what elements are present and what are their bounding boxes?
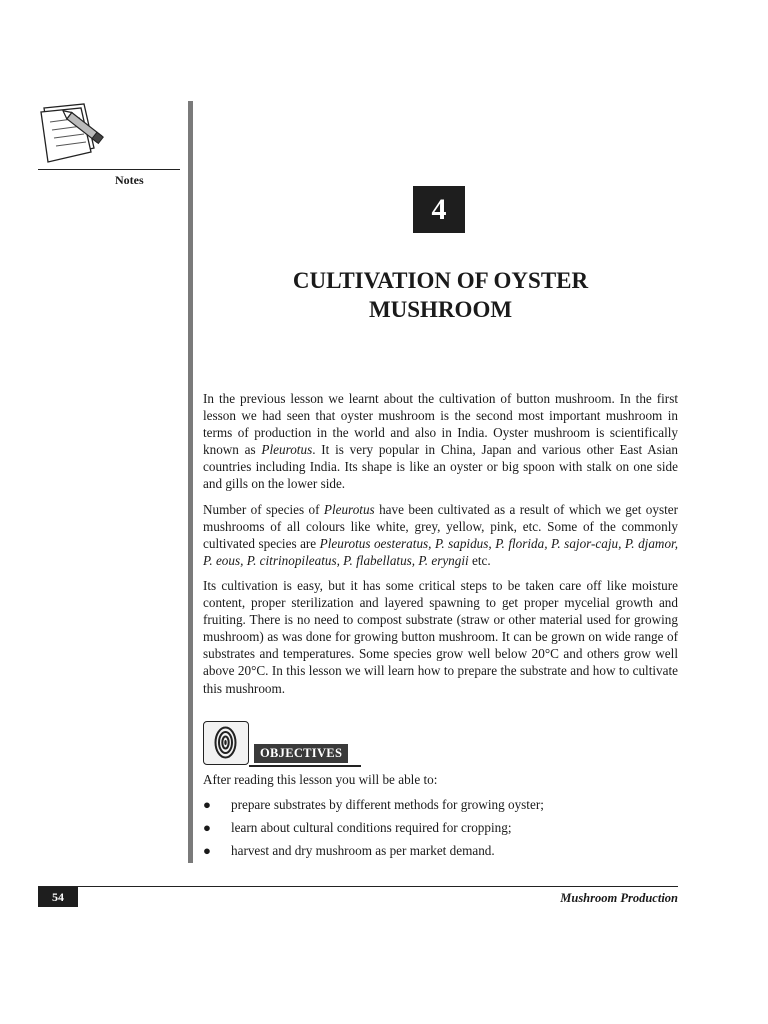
list-item: ● prepare substrates by different methods for growing oyster; (203, 797, 544, 812)
paragraph-intro: In the previous lesson we learnt about the cultivation of button mushroom. In the first lesson we had seen that oyster mushroom is the second most important mushroom in terms of production in the world and also in India. Oyster mushroom is scientifically known as Pleurotus. It is very popular in China, Japan and various other East Asian countries including India. Its shape is like an oyster or big spoon with stalk on one side and gills on the lower side. (203, 391, 678, 492)
notes-divider (38, 169, 180, 170)
objectives-list (203, 797, 678, 866)
list-item: ● harvest and dry mushroom as per market demand. (203, 843, 495, 858)
chapter-title (203, 266, 678, 324)
notes-icon (36, 100, 116, 170)
book-title: Mushroom Production (560, 891, 678, 905)
paragraph-cultivation: Its cultivation is easy, but it has some critical steps to be taken care off like moisture content, proper sterilization and layered spawning to get proper mycelial growth and fruiting. There is no need to compost substrate (straw or other material used for growing mushroom) as was done for growing button mushroom. It can be grown on wide range of substrates and temperatures. Some species grow well below 20°C and others grow well above 20°C. In this lesson we will learn how to prepare the substrate and how to cultivate this mushroom. (203, 577, 678, 696)
page-number: 54 (38, 887, 78, 907)
bullet-icon: ● (203, 820, 211, 835)
margin-bar (188, 101, 193, 863)
chapter-number: 4 (413, 186, 465, 233)
target-icon (203, 721, 249, 765)
notes-label: Notes (115, 173, 144, 187)
objectives-heading: OBJECTIVES (254, 744, 348, 763)
objectives-underline (249, 765, 361, 767)
footer-divider (38, 886, 678, 887)
objectives-intro: After reading this lesson you will be able to: (203, 772, 438, 787)
bullet-icon: ● (203, 797, 211, 812)
bullet-icon: ● (203, 843, 211, 858)
chapter-title-line1: CULTIVATION OF OYSTER (292, 268, 589, 293)
paragraph-species: Number of species of Pleurotus have been cultivated as a result of which we get oyster mushrooms of all colours like white, grey, yellow, pink, etc. Some of the commonly cultivated species are Pleurotus oesteratus, P. sapidus, P. florida, P. sajor-caju, P. djamor, P. eous, P. citrinopileatus, P. flabellatus, P. eryngii etc. (203, 501, 678, 568)
list-item: ● learn about cultural conditions required for cropping; (203, 820, 512, 835)
lesson-body (203, 390, 678, 705)
chapter-title-line2: MUSHROOM (368, 297, 513, 322)
